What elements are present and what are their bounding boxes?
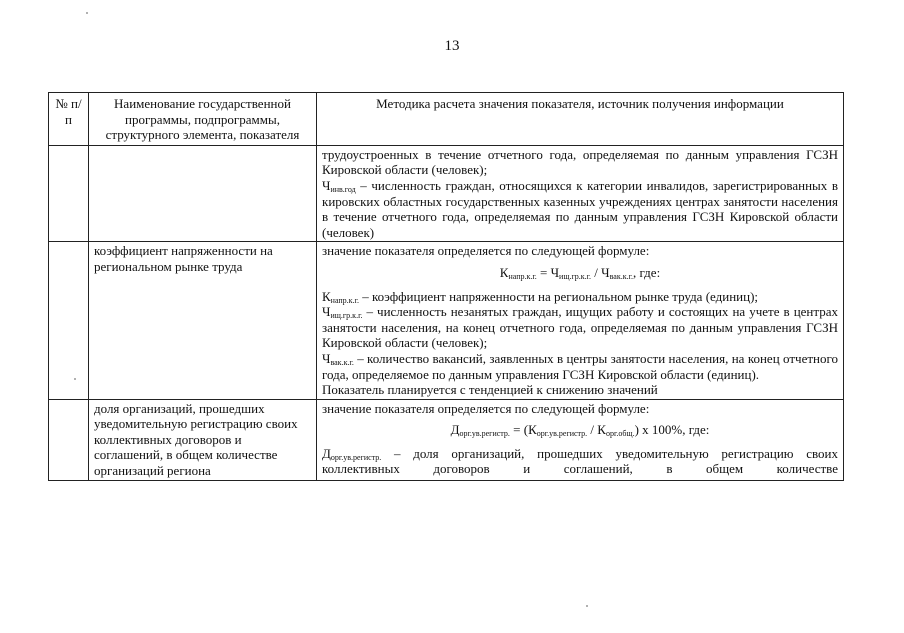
row2-definition-vacancies: $Ч_{вак.к.г.}$ – количество вакансий, заявленных в центры занятости населения, на конец отчетного года, определяемое по данным управления ГСЗН Кировской области (единиц). — [322, 350, 838, 382]
header-name: Наименование государственной программы, подпрограммы, структурного элемента, показателя — [89, 93, 317, 146]
row2-formula: $К_{напр.к.г.} = Ч_{ищ.гр.к.г.} / Ч_{вак.к.г.}$, где: — [499, 264, 661, 281]
header-method: Методика расчета значения показателя, источник получения информации — [317, 93, 844, 146]
row2-definition-k: $К_{напр.к.г.}$ – коэффициент напряженности на региональном рынке труда (единиц); — [322, 288, 759, 305]
row3-formula: $Д_{орг.ув.регистр.} = (К_{орг.ув.регистр.} / К_{орг.общ.})$ x 100%, где: — [450, 422, 710, 439]
scan-speck — [74, 378, 76, 380]
row1-paragraph: трудоустроенных в течение отчетного года, определяемая по данным управления ГСЗН Кировской области (человек); — [322, 146, 838, 178]
row3-method — [317, 399, 844, 480]
table-header-row — [49, 93, 844, 146]
row3-definition: $Д_{орг.ув.регистр.}$ – доля организаций, прошедших уведомительную регистрацию своих коллективных договоров и соглашений, в общем количестве — [322, 445, 838, 477]
row1-name — [89, 145, 317, 242]
page-number: 13 — [444, 38, 460, 54]
row2-name: коэффициент напряженности на региональном рынке труда — [89, 242, 317, 399]
row3-name: доля организаций, прошедших уведомительную регистрацию своих коллективных договоров и соглашений, в общем количестве организаций региона — [89, 399, 317, 480]
table-row — [49, 145, 844, 242]
row1-method — [317, 145, 844, 242]
header-number: № п/п — [49, 93, 89, 146]
row2-definition-seekers: $Ч_{ищ.гр.к.г.}$ – численность незанятых граждан, ищущих работу и состоящих на учете в центрах занятости населения, на конец отчетного года, определяемая по данным управления ГСЗН Кировской области (человек); — [322, 304, 838, 351]
row1-number — [49, 145, 89, 242]
row2-intro: значение показателя определяется по следующей формуле: — [322, 243, 650, 259]
row2-number — [49, 242, 89, 399]
row2-note: Показатель планируется с тенденцией к снижению значений — [322, 382, 658, 398]
scan-speck — [86, 12, 88, 14]
row2-method — [317, 242, 844, 399]
table-row — [49, 399, 844, 480]
row1-definition: $Ч_{инв.год}$ – численность граждан, относящихся к категории инвалидов, зарегистрированных в кировских областных государственных казенных учреждениях центрах занятости населения в течение отчетного года, определяемая по данным управления ГСЗН Кировской области (человек) — [322, 177, 838, 240]
row3-number — [49, 399, 89, 480]
table-row — [49, 242, 844, 399]
scan-speck — [586, 605, 588, 607]
indicator-table — [48, 92, 844, 481]
row3-intro: значение показателя определяется по следующей формуле: — [322, 400, 650, 416]
